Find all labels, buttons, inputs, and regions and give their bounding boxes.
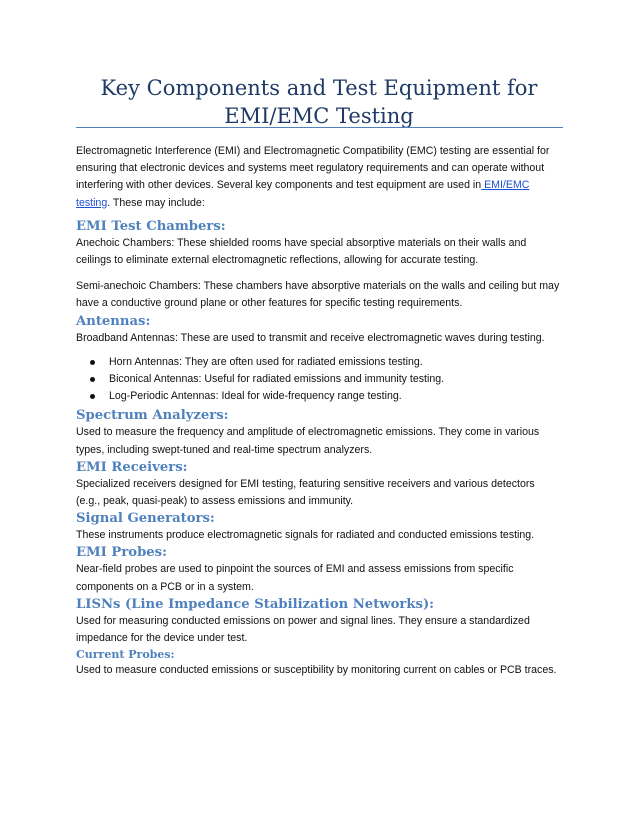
document-body xyxy=(76,143,560,679)
heading-signal-generators: Signal Generators: xyxy=(76,511,215,527)
intro-paragraph xyxy=(76,143,560,212)
paragraph-broadband-antennas: Broadband Antennas: These are used to transmit and receive electromagnetic waves during testing. xyxy=(76,331,545,344)
list-item-text: Horn Antennas: They are often used for radiated emissions testing. xyxy=(109,355,423,368)
page-title: Key Components and Test Equipment for EMI/EMC Testing xyxy=(100,76,538,128)
heading-emi-probes: EMI Probes: xyxy=(76,545,167,561)
paragraph-spectrum-analyzers: Used to measure the frequency and amplitude of electromagnetic emissions. They come in various types, including swept-tuned and real-time spectrum analyzers. xyxy=(76,426,540,456)
bullet-icon xyxy=(90,394,95,399)
heading-spectrum-analyzers: Spectrum Analyzers: xyxy=(76,408,229,424)
list-item-text: Biconical Antennas: Useful for radiated emissions and immunity testing. xyxy=(109,373,445,386)
intro-text-end: . These may include: xyxy=(107,196,205,209)
heading-emi-receivers: EMI Receivers: xyxy=(76,459,188,475)
title-underline-rule xyxy=(76,127,563,128)
bullet-icon xyxy=(90,360,95,365)
bullet-icon xyxy=(90,377,95,382)
paragraph-lisns: Used for measuring conducted emissions on power and signal lines. They ensure a standardized impedance for the device under test. xyxy=(76,614,530,645)
heading-current-probes: Current Probes: xyxy=(76,648,175,662)
list-item xyxy=(76,371,560,388)
paragraph-signal-generators: These instruments produce electromagnetic signals for radiated and conducted emissions testing. xyxy=(76,529,535,542)
paragraph-emi-receivers: Specialized receivers designed for EMI testing, featuring sensitive receivers and various detectors (e.g., peak, quasi-peak) to assess emissions and immunity. xyxy=(76,477,535,508)
paragraph-anechoic-chambers: Anechoic Chambers: These shielded rooms have special absorptive materials on their walls and ceilings to eliminate external electromagnetic reflections, allowing for accurate testing. xyxy=(76,236,527,267)
intro-text: Electromagnetic Interference (EMI) and Electromagnetic Compatibility (EMC) testing are essential for ensuring that electronic devices and systems meet regulatory requirements and can operate without interfering with other devices. Several key components and test equipment are used in xyxy=(76,145,550,192)
paragraph-semi-anechoic-chambers: Semi-anechoic Chambers: These chambers have absorptive materials on the walls and ceiling but may have a conductive ground plane or other features for specific testing requirements. xyxy=(76,280,560,310)
paragraph-current-probes: Used to measure conducted emissions or susceptibility by monitoring current on cables or PCB traces. xyxy=(76,664,557,677)
paragraph-emi-probes: Near-field probes are used to pinpoint the sources of EMI and assess emissions from specific components on a PCB or in a system. xyxy=(76,563,514,593)
list-item xyxy=(76,354,560,371)
list-item-text: Log-Periodic Antennas: Ideal for wide-frequency range testing. xyxy=(109,390,402,403)
heading-lisns: LISNs (Line Impedance Stabilization Networks): xyxy=(76,596,435,612)
heading-antennas: Antennas: xyxy=(76,313,151,329)
list-item xyxy=(76,388,560,405)
heading-emi-test-chambers: EMI Test Chambers: xyxy=(76,218,226,234)
antenna-types-list xyxy=(76,354,560,406)
emi-emc-testing-link[interactable]: EMI/EMC testing xyxy=(76,179,530,209)
